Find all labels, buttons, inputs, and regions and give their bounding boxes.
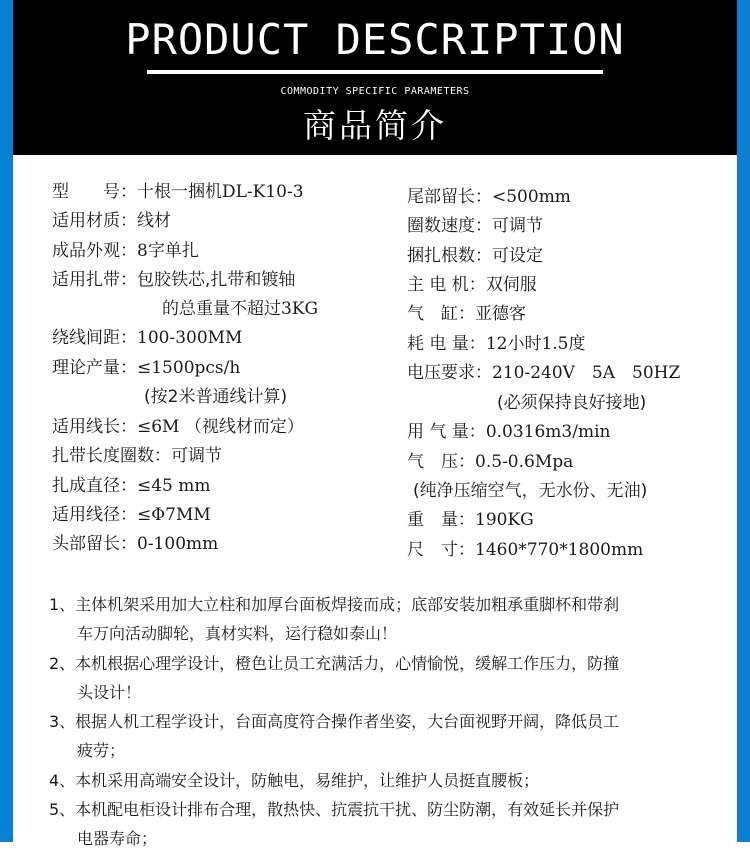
feature-line: 3、根据人机工程学设计，台面高度符合操作者坐姿，大台面视野开阔，降低员工 [49, 712, 620, 731]
spec-label: 圈数速度： [407, 216, 492, 236]
spec-tie-turns [52, 445, 222, 467]
chinese-title: 商品简介 [303, 106, 447, 145]
content-panel [13, 155, 737, 848]
spec-label: 耗 电 量： [407, 334, 486, 354]
spec-diameter [52, 475, 211, 497]
spec-label: 适用线长： [52, 417, 137, 437]
spec-value: 210-240V 5A 50HZ [492, 363, 681, 383]
spec-value: 可设定 [492, 246, 543, 266]
feature-line: 5、本机配电柜设计排布合理，散热快、抗震抗干扰、防尘防潮，有效延长并保护 [49, 800, 620, 819]
spec-label: 气 缸： [407, 304, 475, 324]
spec-appearance [52, 240, 199, 262]
spec-value: ≤6M （视线材而定） [137, 417, 304, 437]
spec-air-pressure [407, 451, 573, 473]
spec-value: 的总重量不超过3KG [162, 299, 319, 319]
spec-wire-length [52, 416, 304, 438]
feature-line: 2、本机根据心理学设计，橙色让员工充满活力，心情愉悦，缓解工作压力，防撞 [49, 654, 620, 673]
spec-value: 十根一捆机DL-K10-3 [137, 182, 304, 202]
spec-tail-length [407, 186, 571, 208]
title-underline [147, 70, 603, 74]
spec-turn-speed [407, 215, 543, 237]
spec-label: 尺 寸： [407, 540, 475, 560]
spec-label: 尾部留长： [407, 187, 492, 207]
spec-label: 电压要求： [407, 363, 492, 383]
spec-tie-continued [162, 298, 318, 320]
spec-value: 0-100mm [137, 534, 219, 554]
feature-item [49, 590, 709, 648]
spec-value: 190KG [475, 510, 534, 530]
spec-label: 型 号： [52, 182, 137, 202]
spec-label: 主 电 机： [407, 275, 486, 295]
feature-line-continued: 头设计！ [77, 683, 142, 702]
spec-value: (按2米普通线计算) [144, 387, 288, 407]
feature-line-continued: 车万向活动脚轮，真材实料，运行稳如泰山！ [77, 624, 398, 643]
spec-voltage-note [497, 392, 646, 414]
spec-tie [52, 269, 295, 291]
spec-model [52, 181, 304, 203]
spec-value: 1460*770*1800mm [475, 540, 644, 560]
spec-value: 线材 [137, 211, 171, 231]
page-subtitle: COMMODITY SPECIFIC PARAMETERS [280, 86, 470, 97]
spec-label: 重 量： [407, 510, 475, 530]
spec-winding-spacing [52, 327, 242, 349]
spec-bundle-count [407, 245, 543, 267]
spec-label: 头部留长： [52, 534, 137, 554]
spec-value: 可调节 [492, 216, 543, 236]
spec-air-consumption [407, 421, 610, 443]
feature-line: 4、本机采用高端安全设计，防触电，易维护，让维护人员挺直腰板； [49, 771, 540, 790]
spec-dimensions [407, 539, 643, 561]
spec-material [52, 210, 171, 232]
spec-air-note [413, 480, 647, 502]
spec-value: 亚德客 [475, 304, 526, 324]
spec-head-length [52, 533, 218, 555]
spec-value: ≤Φ7MM [137, 505, 211, 525]
spec-value: <500mm [492, 187, 571, 207]
spec-output [52, 357, 240, 379]
spec-value: 12小时1.5度 [485, 334, 586, 354]
spec-power-consumption [407, 333, 585, 355]
spec-output-note [144, 386, 287, 408]
spec-label: 适用线径： [52, 505, 137, 525]
page-title: PRODUCT DESCRIPTION [125, 15, 625, 64]
spec-value: ≤45 mm [137, 476, 211, 496]
spec-value: 100-300MM [137, 328, 243, 348]
spec-value: 可调节 [171, 446, 222, 466]
spec-value: 0.0316m3/min [485, 422, 611, 442]
spec-label: 适用材质： [52, 211, 137, 231]
spec-weight [407, 509, 534, 531]
spec-label: 适用扎带： [52, 270, 137, 290]
feature-item [49, 649, 709, 707]
spec-label: 气 压： [407, 452, 475, 472]
spec-value: 0.5-0.6Mpa [475, 452, 574, 472]
spec-value: (必须保持良好接地) [497, 393, 647, 413]
spec-label: 理论产量： [52, 358, 137, 378]
spec-main-motor [407, 274, 537, 296]
spec-wire-gauge [52, 504, 211, 526]
feature-line: 1、主体机架采用加大立柱和加厚台面板焊接而成；底部安装加粗承重脚杯和带刹 [49, 595, 620, 614]
spec-value: ≤1500pcs/h [137, 358, 241, 378]
spec-label: 捆扎根数： [407, 246, 492, 266]
spec-value: (纯净压缩空气，无水份、无油) [413, 481, 648, 501]
feature-item [49, 795, 709, 853]
spec-label: 用 气 量： [407, 422, 486, 442]
spec-label: 扎带长度圈数： [52, 446, 171, 466]
spec-value: 双伺服 [485, 275, 537, 295]
spec-cylinder [407, 303, 526, 325]
header-banner [13, 0, 737, 155]
spec-label: 扎成直径： [52, 476, 137, 496]
spec-value: 8字单扎 [137, 241, 199, 261]
spec-label: 成品外观： [52, 241, 137, 261]
feature-item [49, 766, 709, 795]
feature-line-continued: 电器寿命； [77, 829, 158, 848]
spec-value: 包胶铁芯,扎带和镀轴 [137, 270, 296, 290]
feature-line-continued: 疲劳； [77, 741, 126, 760]
spec-label: 绕线间距： [52, 328, 137, 348]
spec-voltage [407, 362, 680, 384]
feature-item [49, 707, 709, 765]
